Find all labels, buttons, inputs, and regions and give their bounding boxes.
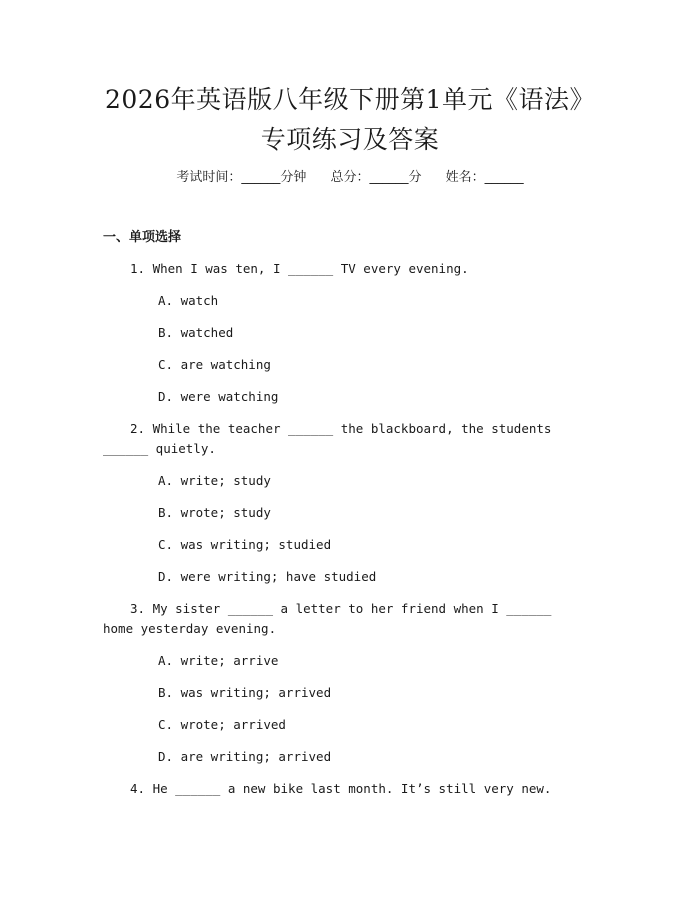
exam-time: 考试时间：______分钟 xyxy=(176,170,307,185)
question-1-option-b: B. watched xyxy=(158,325,234,340)
question-2-option-d: D. were writing; have studied xyxy=(158,569,377,584)
section-heading: 一、单项选择 xyxy=(103,230,182,245)
question-4: 4. He ______ a new bike last month. It’s still very new. xyxy=(130,781,552,796)
question-3-option-c: C. wrote; arrived xyxy=(158,717,286,732)
title-line-1: 2026年英语版八年级下册第1单元《语法》 xyxy=(104,85,596,114)
page-title xyxy=(0,80,700,160)
exam-score: 总分：______分 xyxy=(330,170,422,185)
question-2-option-a: A. write; study xyxy=(158,473,271,488)
question-1-option-d: D. were watching xyxy=(158,389,279,404)
question-1: 1. When I was ten, I ______ TV every evening. xyxy=(130,261,469,276)
exam-name: 姓名：______ xyxy=(445,170,524,185)
question-3: 3. My sister ______ a letter to her friend when I ______ home yesterday evening. xyxy=(103,601,552,636)
question-2: 2. While the teacher ______ the blackboard, the students ______ quietly. xyxy=(103,421,552,456)
question-1-option-a: A. watch xyxy=(158,293,219,308)
title-line-2: 专项练习及答案 xyxy=(260,125,440,154)
question-1-option-c: C. are watching xyxy=(158,357,271,372)
exam-meta xyxy=(0,168,700,188)
question-3-option-a: A. write; arrive xyxy=(158,653,279,668)
question-3-option-b: B. was writing; arrived xyxy=(158,685,332,700)
question-3-option-d: D. are writing; arrived xyxy=(158,749,332,764)
question-2-option-b: B. wrote; study xyxy=(158,505,271,520)
question-2-option-c: C. was writing; studied xyxy=(158,537,332,552)
